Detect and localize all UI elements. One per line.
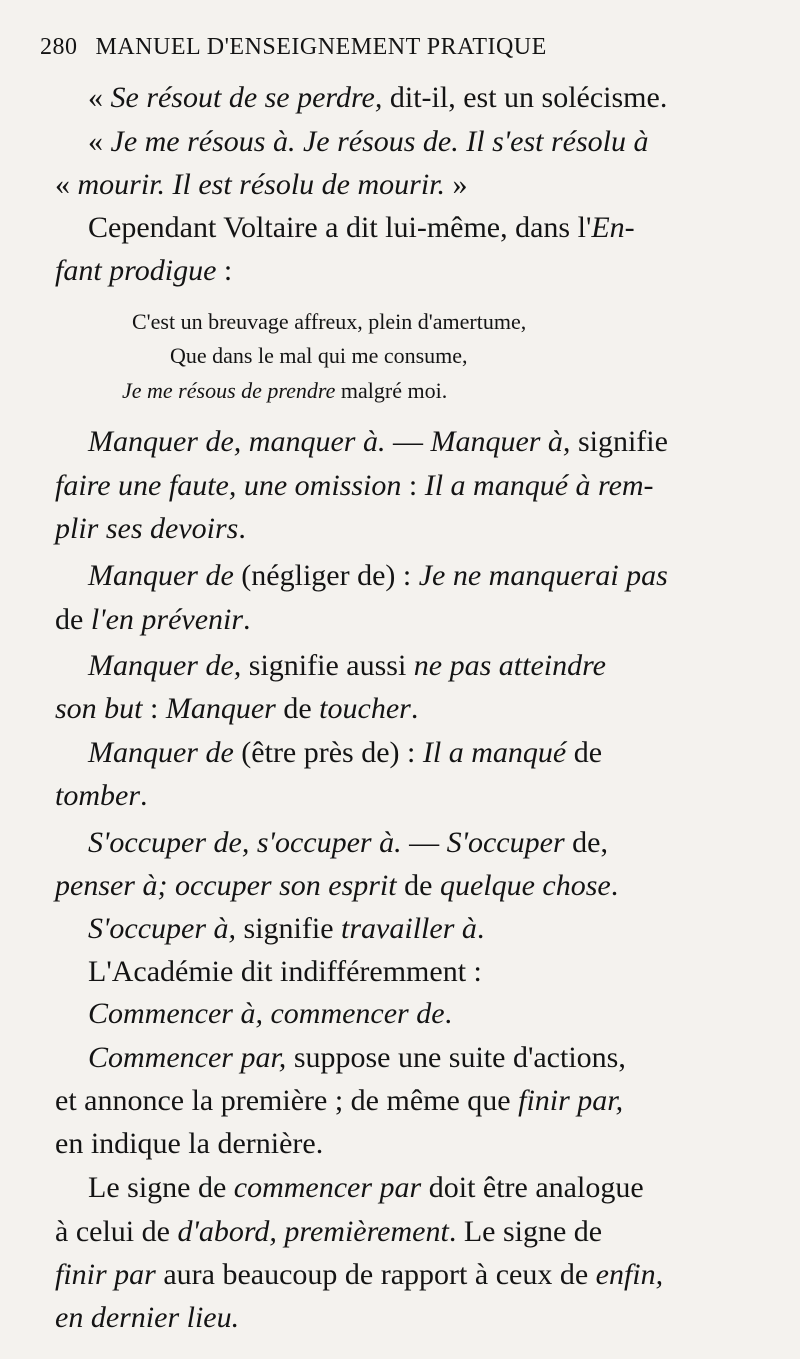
text-line: son but : Manquer de toucher. xyxy=(55,692,419,725)
text-line: finir par aura beaucoup de rapport à ceux de enfin, xyxy=(55,1258,664,1291)
verse-line: Je me résous de prendre malgré moi. xyxy=(122,378,448,403)
text-line: « mourir. Il est résolu de mourir. » xyxy=(55,168,468,201)
verse-line: C'est un breuvage affreux, plein d'amertume, xyxy=(132,309,527,334)
text-line: plir ses devoirs. xyxy=(55,512,246,545)
text-line: Manquer de, signifie aussi ne pas atteindre xyxy=(88,649,606,682)
text-line: fant prodigue : xyxy=(55,254,233,287)
text-line: S'occuper à, signifie travailler à. xyxy=(88,912,485,945)
text-line: en dernier lieu. xyxy=(55,1301,240,1334)
running-title: MANUEL D'ENSEIGNEMENT PRATIQUE xyxy=(95,34,547,60)
text-line: en indique la dernière. xyxy=(55,1127,324,1160)
text-line: de l'en prévenir. xyxy=(55,603,251,636)
text-line: Le signe de commencer par doit être analogue xyxy=(88,1171,644,1204)
text-line: Manquer de (négliger de) : Je ne manquerai pas xyxy=(88,559,668,592)
text-line: penser à; occuper son esprit de quelque chose. xyxy=(55,869,619,902)
text-line: Manquer de, manquer à. — Manquer à, signifie xyxy=(88,425,668,458)
text-line: tomber. xyxy=(55,779,148,812)
text-line: faire une faute, une omission : Il a manqué à rem- xyxy=(55,469,654,502)
verse-line: Que dans le mal qui me consume, xyxy=(170,343,468,368)
page-number: 280 xyxy=(40,34,78,60)
text-line: « Se résout de se perdre, dit-il, est un solécisme. xyxy=(88,81,668,114)
text-line: L'Académie dit indifféremment : xyxy=(88,955,482,988)
text-line: Commencer à, commencer de. xyxy=(88,997,453,1030)
text-line: Cependant Voltaire a dit lui-même, dans l'En- xyxy=(88,211,635,244)
page-header xyxy=(40,34,760,61)
text-line: et annonce la première ; de même que finir par, xyxy=(55,1084,624,1117)
text-line: Commencer par, suppose une suite d'actions, xyxy=(88,1041,626,1074)
text-line: Manquer de (être près de) : Il a manqué de xyxy=(88,736,603,769)
text-line: à celui de d'abord, premièrement. Le signe de xyxy=(55,1215,603,1248)
text-line: S'occuper de, s'occuper à. — S'occuper de, xyxy=(88,826,608,859)
text-line: « Je me résous à. Je résous de. Il s'est résolu à xyxy=(88,125,649,158)
